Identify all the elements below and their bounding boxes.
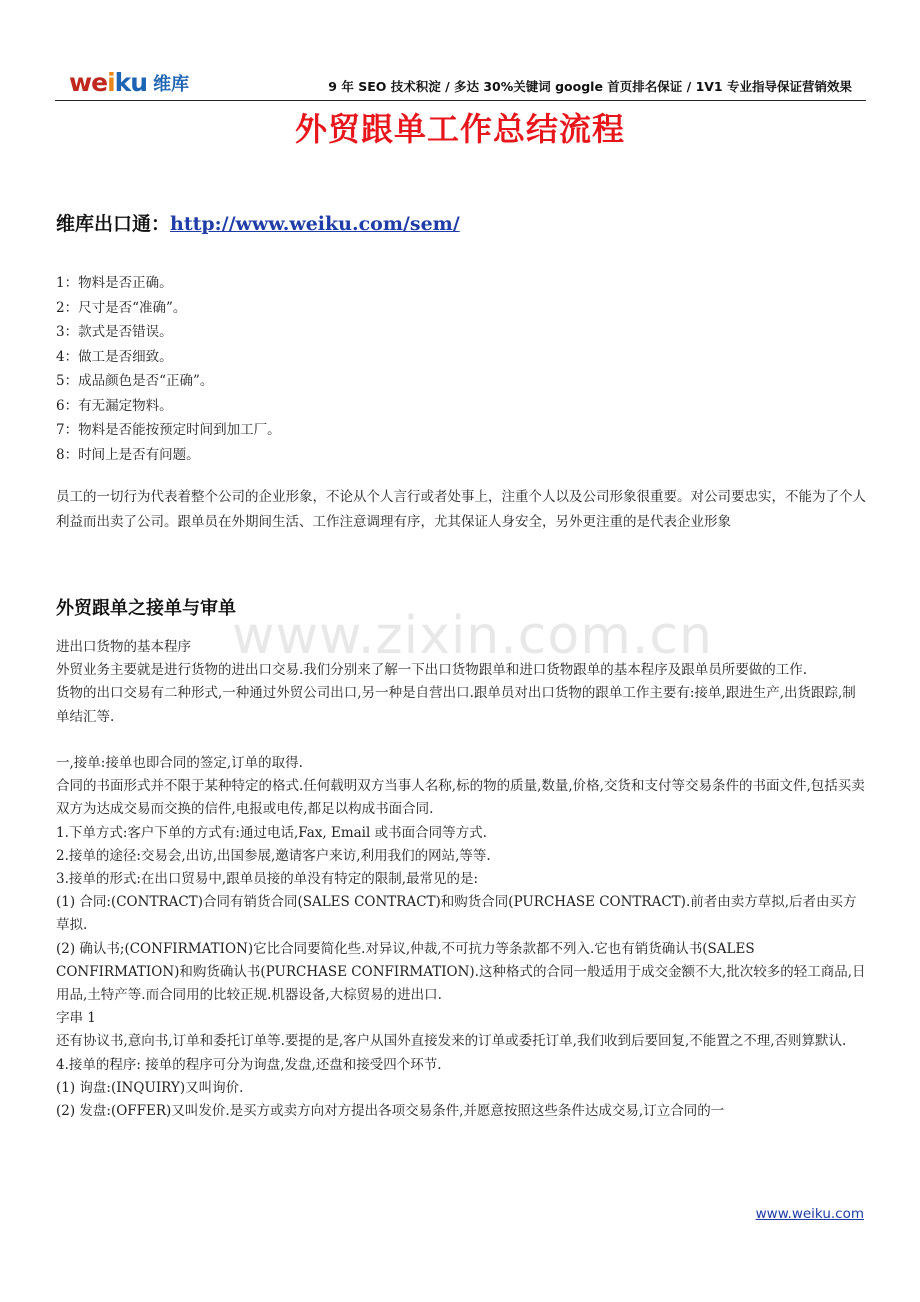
body-paragraph: (1) 询盘:(INQUIRY)又叫询价. (56, 1079, 244, 1096)
logo-part-3: ku (114, 68, 148, 97)
promo-label: 维库出口通： (56, 213, 171, 235)
body-paragraph: 合同的书面形式并不限于某种特定的格式.任何载明双方当事人名称,标的物的质量,数量,价格,交货和支付等交易条件的书面文件,包括买卖双方为达成交易而交换的信件,电报或电传,都足以构成书面合同. (56, 778, 865, 818)
header-slogan: 9 年 SEO 技术积淀 / 多达 30%关键词 google 首页排名保证 / 1V1 专业指导保证营销效果 (328, 79, 852, 94)
body-paragraph: 货物的出口交易有二种形式,一种通过外贸公司出口,另一种是自营出口.跟单员对出口货物的跟单工作主要有:接单,跟进生产,出货跟踪,制单结汇等. (56, 685, 856, 725)
paragraph-gap (56, 729, 866, 752)
checklist (56, 271, 281, 467)
section-heading: 外贸跟单之接单与审单 (56, 598, 236, 619)
body-paragraph: (2) 发盘:(OFFER)又叫发价.是买方或卖方向对方提出各项交易条件,并愿意按照这些条件达成交易,订立合同的一 (56, 1103, 725, 1120)
body-paragraph: 4.接单的程序: 接单的程序可分为询盘,发盘,还盘和接受四个环节. (56, 1056, 442, 1073)
promo-link[interactable]: http://www.weiku.com/sem/ (170, 213, 460, 235)
body-paragraph: 一,接单:接单也即合同的签定,订单的取得. (56, 755, 303, 771)
body-text (56, 636, 866, 1123)
body-paragraph: 3.接单的形式:在出口贸易中,跟单员接的单没有特定的限制,最常见的是: (56, 871, 479, 888)
body-paragraph: 外贸业务主要就是进行货物的进出口交易.我们分别来了解一下出口货物跟单和进口货物跟单的基本程序及跟单员所要做的工作. (56, 662, 808, 679)
logo-wordmark (69, 69, 147, 97)
page-header (55, 64, 866, 101)
body-paragraph: (2) 确认书;(CONFIRMATION)它比合同要简化些.对异议,仲裁,不可抗力等条款都不列入.它也有销货确认书(SALES CONFIRMATION)和购货确认书(PURCHASE CONFIRMATION).这种格式的合同一般适用于成交金额不大,批次较多的轻工商品,日用品,土特产等.而合同用的比较正规.机器设备,大棕贸易的进出口. (56, 940, 866, 1004)
checklist-item: 1：物料是否正确。 (56, 275, 173, 291)
promo-line (56, 209, 460, 236)
body-paragraph: 进出口货物的基本程序 (56, 639, 191, 655)
body-paragraph: 还有协议书,意向书,订单和委托订单等.要提的是,客户从国外直接发来的订单或委托订单,我们收到后要回复,不能置之不理,否则算默认. (56, 1033, 847, 1050)
checklist-item: 8：时间上是否有问题。 (56, 446, 200, 463)
checklist-item: 4：做工是否细致。 (56, 348, 173, 365)
body-paragraph: (1) 合同:(CONTRACT)合同有销货合同(SALES CONTRACT)和购货合同(PURCHASE CONTRACT).前者由卖方草拟,后者由买方草拟. (56, 894, 857, 934)
logo-chinese: 维库 (153, 74, 190, 95)
checklist-item: 3：款式是否错误。 (56, 324, 173, 340)
logo-part-1: we (69, 68, 108, 97)
body-paragraph: 2.接单的途径:交易会,出访,出国参展,邀请客户来访,利用我们的网站,等等. (56, 847, 491, 864)
footer-link[interactable]: www.weiku.com (755, 1206, 864, 1222)
checklist-item: 7：物料是否能按预定时间到加工厂。 (56, 422, 281, 438)
checklist-item: 2：尺寸是否“准确”。 (56, 299, 187, 316)
logo-part-2: i (107, 68, 115, 97)
checklist-item: 6：有无漏定物料。 (56, 397, 173, 414)
document-title: 外贸跟单工作总结流程 (294, 110, 625, 148)
body-paragraph: 1.下单方式:客户下单的方式有:通过电话,Fax, Email 或书面合同等方式. (56, 824, 487, 841)
checklist-item: 5：成品颜色是否“正确”。 (56, 373, 214, 389)
weiku-logo[interactable] (69, 68, 189, 98)
watermark: www.zixin.com.cn (232, 606, 713, 666)
body-paragraph: 字串 1 (56, 1010, 96, 1027)
employee-paragraph: 员工的一切行为代表着整个公司的企业形象，不论从个人言行或者处事上，注重个人以及公司形象很重要。对公司要忠实，不能为了个人利益而出卖了公司。跟单员在外期间生活、工作注意调理有序，尤其保证人身安全，另外更注重的是代表企业形象 (56, 489, 866, 530)
